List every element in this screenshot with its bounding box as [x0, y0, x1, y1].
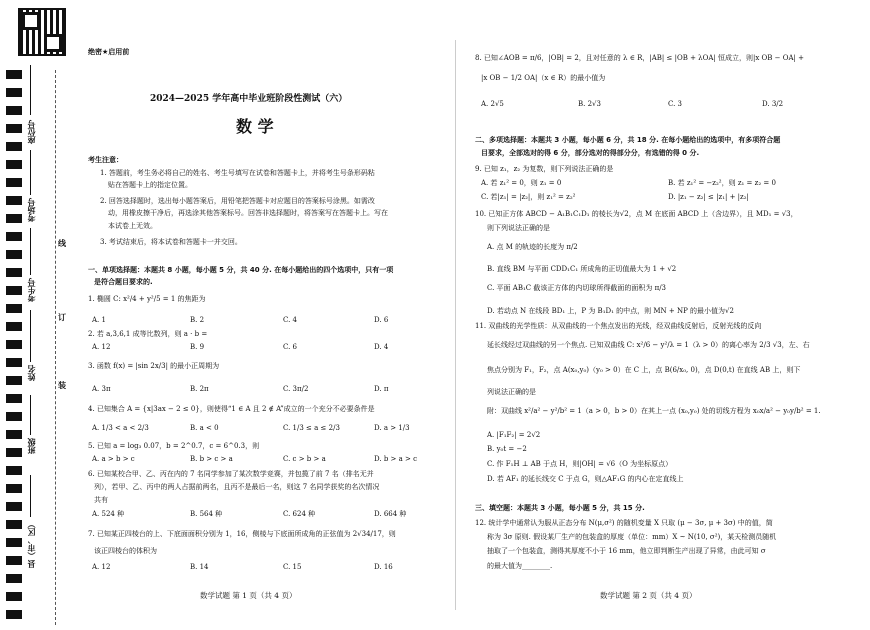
binding-strip: [0, 0, 76, 630]
question-stem: 焦点分别为 F₁，F₂，点 A(x₀,y₀)（y₀ > 0）在 C 上，点 B(6/x₀, 0)，点 D(0,t) 在直线 AB 上，则下: [487, 366, 801, 374]
option: B. 直线 BM 与平面 CDD₁C₁ 所成角的正切值最大为 1 + √2: [487, 265, 677, 273]
option: D. 若 AF₁ 的延长线交 C 于点 G，则△AF₁G 的内心在定直线上: [487, 475, 684, 483]
binding-mark-bind: 装: [58, 380, 66, 390]
option: C. 4: [283, 316, 298, 324]
question-note: 附：双曲线 x²/a² − y²/b² = 1（a > 0，b > 0）在其上一点 (x₀,y₀) 处的切线方程为 x₀x/a² − y₀y/b² = 1.: [487, 407, 821, 415]
question-stem: 该正四棱台的体积为: [94, 547, 157, 555]
option: D. a > 1/3: [374, 424, 410, 432]
option: C. 15: [283, 563, 302, 571]
question-stem: 9. 已知 z₁，z₂ 为复数，则下列说法正确的是: [475, 165, 614, 173]
field-line: [30, 65, 31, 115]
option: D. |z₁ − z₂| ≤ |z₁| + |z₂|: [668, 193, 749, 201]
option: D. 664 种: [374, 510, 407, 518]
option: C. 平面 AB₁C 截该正方体的内切球所得截面的面积为 π/3: [487, 284, 667, 292]
field-student-no: 考生号: [27, 278, 36, 302]
option: B. 2: [190, 316, 205, 324]
option: D. 3/2: [762, 100, 784, 108]
option: A. 若 z₁² = 0，则 z₁ = 0: [481, 179, 562, 187]
question-stem: 7. 已知某正四棱台的上、下底面面积分别为 1，16，侧棱与下底面所成角的正弦值为 2√34/17，则: [88, 530, 396, 538]
question-stem: 抽取了一个包装盒，测得其厚度不小于 16 mm，他立即判断生产出现了异常，由此可知 σ: [487, 547, 766, 555]
qr-code: [18, 8, 66, 56]
section1-heading-2: 是符合题目要求的.: [94, 278, 153, 286]
option: D. 6: [374, 316, 389, 324]
page-divider: [455, 40, 456, 610]
option: D. 若动点 N 在线段 BD₁ 上，P 为 B₁D₁ 的中点，则 MN + NP 的最小值为√2: [487, 307, 734, 315]
option: C. 624 种: [283, 510, 316, 518]
question-stem: 称为 3σ 原则. 假设某厂生产的包装盒的厚度（单位：mm）X ~ N(10, σ²)，某天检测员随机: [487, 533, 777, 541]
section2-heading-2: 目要求，全部选对的得 6 分，部分选对的得部分分，有选错的得 0 分.: [481, 149, 700, 157]
note-line: 本试卷上无效。: [108, 222, 157, 230]
option: A. 12: [92, 563, 111, 571]
option: A. |F₁F₂| = 2√2: [487, 431, 541, 439]
question-stem: 12. 统计学中通常认为服从正态分布 N(μ,σ²) 的随机变量 X 只取 (μ − 3σ, μ + 3σ) 中的值，简: [475, 519, 773, 527]
option: A. 1/3 < a < 2/3: [92, 424, 149, 432]
option: D. 4: [374, 343, 389, 351]
question-stem: |x OB − 1/2 OA|（x ∈ R）的最小值为: [481, 74, 606, 82]
option: A. 点 M 的轨迹的长度为 π/2: [487, 243, 578, 251]
option: B. 2√3: [578, 100, 601, 108]
field-line: [30, 228, 31, 275]
question-stem: 1. 椭圆 C: x²/4 + y²/5 = 1 的焦距为: [88, 295, 206, 303]
field-county: 县（市、区）: [27, 520, 36, 568]
field-line: [30, 395, 31, 435]
section3-heading: 三、填空题：本题共 3 小题，每小题 5 分，共 15 分.: [475, 504, 645, 512]
question-stem: 则下列说法正确的是: [487, 224, 550, 232]
option: A. 2√5: [481, 100, 504, 108]
option: C. 若|z₁| = |z₂|，则 z₁² = z₂²: [481, 193, 576, 201]
exam-title: 2024—2025 学年高中毕业班阶段性测试（六）: [150, 94, 348, 104]
option: B. b > c > a: [190, 455, 233, 463]
option: C. 作 F₁H ⊥ AB 于点 H，则|OH| = √6（O 为坐标原点）: [487, 460, 673, 468]
question-stem: 4. 已知集合 A = {x|3ax − 2 ≤ 0}，则使得“1 ∈ A 且 2 ∉ A”成立的一个充分不必要条件是: [88, 405, 375, 413]
option: C. 3: [668, 100, 683, 108]
option: B. a < 0: [190, 424, 219, 432]
question-stem: 5. 已知 a = log₃ 0.07，b = 2^0.7，c = 6^0.3，则: [88, 442, 260, 450]
option: B. 若 z₁² = −z₂²，则 z₁ = z₂ = 0: [668, 179, 776, 187]
option: C. 3π/2: [283, 385, 309, 393]
note-line: 2. 回答选择题时，选出每小题答案后，用铅笔把答题卡对应题目的答案标号涂黑。如需改: [100, 197, 375, 205]
field-name: 姓名: [27, 365, 36, 381]
question-stem: 3. 函数 f(x) = |sin 2x/3| 的最小正周期为: [88, 362, 220, 370]
option: B. 2π: [190, 385, 209, 393]
binding-mark-line: 线: [58, 238, 66, 248]
note-line: 1. 答题前，考生务必将自己的姓名、考生号填写在试卷和答题卡上，并将考生号条形码粘: [100, 169, 375, 177]
question-stem: 共有: [94, 496, 108, 504]
subject-title: 数 学: [236, 117, 274, 136]
question-stem: 6. 已知某校合甲、乙、丙在内的 7 名同学参加了某次数学竞赛，并包揽了前 7 名（排名无并: [88, 470, 374, 478]
question-stem: 10. 已知正方体 ABCD − A₁B₁C₁D₁ 的棱长为√2，点 M 在底面 ABCD 上（含边界），且 MD₁ = √3，: [475, 210, 798, 218]
question-stem: 延长线经过双曲线的另一个焦点. 已知双曲线 C: x²/6 − y²/λ = 1（λ > 0）的离心率为 2/3 √3，左、右: [487, 341, 810, 349]
option: C. 6: [283, 343, 298, 351]
section2-heading: 二、多项选择题：本题共 3 小题，每小题 6 分，共 18 分. 在每小题给出的选项中，有多项符合题: [475, 136, 781, 144]
question-stem: 的最大值为________.: [487, 562, 553, 570]
field-seat: 座位号: [27, 120, 36, 144]
field-room: 考场号: [27, 198, 36, 222]
binding-mark-staple: 订: [58, 312, 66, 322]
question-stem: 8. 已知∠AOB = π/6，|OB| = 2，且对任意的 λ ∈ R，|AB| ≤ |OB + λOA| 恒成立，则|x OB − OA| +: [475, 54, 804, 62]
option: B. 14: [190, 563, 209, 571]
option: A. 524 种: [92, 510, 125, 518]
option: B. y₀t = −2: [487, 445, 527, 453]
question-stem: 2. 若 a,3,6,1 成等比数列，则 a · b =: [88, 330, 208, 338]
note-line: 贴在答题卡上的指定位置。: [108, 181, 192, 189]
option: C. c > b > a: [283, 455, 326, 463]
option: D. b > a > c: [374, 455, 418, 463]
option: A. 1: [92, 316, 106, 324]
option: B. 9: [190, 343, 205, 351]
binding-dash-line: [55, 70, 56, 625]
binding-bars: [6, 70, 22, 630]
note-line: 3. 考试结束后，将本试卷和答题卡一并交回。: [100, 238, 242, 246]
notes-title: 考生注意：: [88, 156, 123, 164]
field-line: [30, 475, 31, 517]
option: B. 564 种: [190, 510, 223, 518]
option: A. 3π: [92, 385, 111, 393]
question-stem: 11. 双曲线的光学性质：从双曲线的一个焦点发出的光线，经双曲线反射后，反射光线的反向: [475, 322, 762, 330]
option: D. 16: [374, 563, 393, 571]
field-line: [30, 150, 31, 195]
option: D. π: [374, 385, 389, 393]
field-line: [30, 310, 31, 362]
option: A. 12: [92, 343, 111, 351]
question-stem: 列说法正确的是: [487, 388, 536, 396]
secret-label: 绝密★启用前: [88, 48, 130, 56]
page-footer-right: 数学试题 第 2 页（共 4 页）: [600, 591, 697, 600]
page-footer-left: 数学试题 第 1 页（共 4 页）: [200, 591, 297, 600]
option: A. a > b > c: [92, 455, 135, 463]
note-line: 动，用橡皮擦干净后，再选涂其他答案标号。回答非选择题时，将答案写在答题卡上。写在: [108, 209, 388, 217]
option: C. 1/3 ≤ a ≤ 2/3: [283, 424, 340, 432]
section1-heading: 一、单项选择题：本题共 8 小题，每小题 5 分，共 40 分. 在每小题给出的四个选项中，只有一项: [88, 266, 394, 274]
question-stem: 列），若甲、乙、丙中的两人占据前两名，且丙不是最后一名，则这 7 名同学获奖的名次情况: [94, 483, 380, 491]
field-class: 班级: [27, 438, 36, 454]
